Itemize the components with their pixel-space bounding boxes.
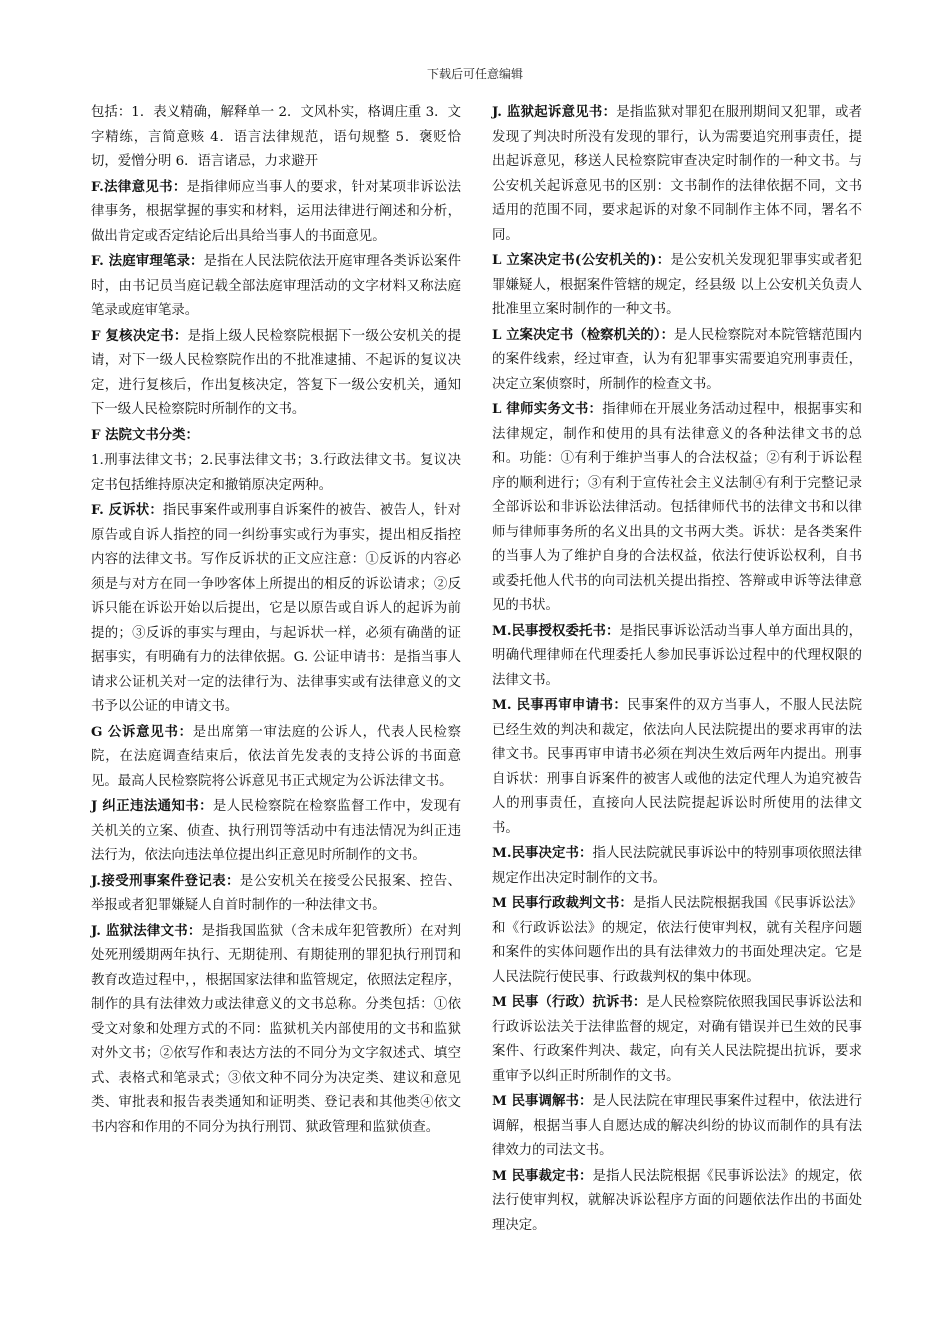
right-entry-5 — [492, 693, 862, 841]
entry-term: F 法院文书分类： — [91, 426, 199, 443]
entry-term: F 复核决定书： — [91, 327, 188, 344]
entry-text: 是指监狱对罪犯在服刑期间又犯罪，或者发现了判决时所没有发现的罪行，认为需要追究刑事责任，提出起诉意见，移送人民检察院审查决定时制作的一种文书。与公安机关起诉意见书的区别：文书制作的法律依据不同，文书适用的范围不同，要求起诉的对象不同制作主体不同，署名不同。 — [492, 105, 862, 243]
right-entry-6 — [492, 841, 862, 891]
entry-term: M 民事（行政）抗诉书： — [492, 994, 647, 1010]
entry-term: J.接受刑事案件登记表： — [91, 872, 240, 889]
entry-text: 指人民法院就民事诉讼中的特别事项依照法律规定作出决定时制作的文书。 — [492, 846, 863, 886]
entry-term: M.民事授权委托书： — [492, 622, 620, 639]
entry-text: 是指人民法院根据我国《民事诉讼法》和《行政诉讼法》的规定，依法行使审判权，就有关程序问题和案件的实体问题作出的具有法律效力的书面处理决定。它是人民法院行使民事、行政裁判权的集中体现。 — [492, 896, 863, 985]
left-entry-1 — [91, 175, 461, 250]
right-entry-9 — [492, 1089, 862, 1164]
entry-text: 是出席第一审法庭的公诉人，代表人民检察院，在法庭调查结束后，依法首先发表的支持公诉的书面意见。最高人民检察院将公诉意见书正式规定为公诉法律文书。 — [91, 724, 461, 789]
left-entry-5 — [91, 448, 461, 498]
left-entry-4 — [91, 423, 461, 449]
right-entry-0 — [492, 100, 862, 248]
entry-term: M 民事行政裁判文书： — [492, 895, 633, 911]
entry-text: 指律师在开展业务活动过程中，根据事实和法律规定，制作和使用的具有法律意义的各种法律文书的总和。功能：①有利于维护当事人的合法权益；②有利于诉讼程序的顺利进行；③有利于宣传社会主义法制④有利于完整记录全部诉讼和非诉讼法律活动。包括律师代书的法律文书和以律师与律师事务所的名义出具的文书两大类。诉状：是各类案件的当事人为了维护自身的合法权益，依法行使诉讼权利，自书或委托他人代书的向司法机关提出指控、答辩或申诉等法律意见的书状。 — [492, 402, 862, 613]
right-column — [492, 100, 862, 1238]
entry-text: 民事案件的双方当事人，不服人民法院已经生效的判决和裁定，依法向人民法院提出的要求再审的法律文书。民事再审申请书必须在判决生效后两年内提出。刑事自诉状：刑事自诉案件的被害人或他的法定代理人为追究被告人的刑事责任，直接向人民法院提起诉讼时所使用的法律文书。 — [492, 698, 862, 836]
right-entry-1 — [492, 248, 862, 323]
left-entry-10 — [91, 919, 461, 1141]
entry-term: F.法律意见书： — [91, 178, 187, 195]
entry-term: J. 监狱起诉意见书： — [492, 104, 617, 120]
entry-term: M.民事决定书： — [492, 845, 593, 861]
entry-text: 是人民检察院对本院管辖范围内的案件线索，经过审查，认为有犯罪事实需要追究刑事责任，决定立案侦察时，所制作的检查文书。 — [492, 327, 862, 392]
entry-term: J. 监狱法律文书： — [91, 922, 202, 939]
entry-term: L 立案决定书（检察机关的）： — [492, 326, 675, 343]
entry-term: M 民事调解书： — [492, 1093, 593, 1109]
right-entry-4 — [492, 619, 862, 694]
left-entry-9 — [91, 869, 461, 919]
left-column — [91, 100, 461, 1140]
entry-term: F. 反诉状： — [91, 502, 163, 518]
right-entry-3 — [492, 397, 862, 619]
entry-text: 包括：1．表义精确，解释单一 2．文风朴实，格调庄重 3．文字精练，言简意赅 4．语言法律规范，语句规整 5．褒贬恰切，爱憎分明 6．语言诸忌，力求避开 — [91, 105, 461, 169]
entry-text: 是指律师应当事人的要求，针对某项非诉讼法律事务，根据掌握的事实和材料，运用法律进行阐述和分析，做出肯定或否定结论后出具给当事人的书面意见。 — [91, 179, 461, 244]
entry-text: 是公安机关发现犯罪事实或者犯罪嫌疑人，根据案件管辖的规定，经县级 以上公安机关负责人批准里立案时制作的一种文书。 — [492, 253, 863, 317]
entry-term: M 民事裁定书： — [492, 1167, 593, 1184]
left-entry-2 — [91, 249, 461, 324]
entry-term: L 立案决定书(公安机关的)： — [492, 252, 671, 268]
entry-text: 是公安机关在接受公民报案、控告、举报或者犯罪嫌疑人自首时制作的一种法律文书。 — [91, 873, 461, 913]
entry-text: 指民事案件或刑事自诉案件的被告、被告人，针对原告或自诉人指控的同一纠纷事实或行为事实，提出相反指控内容的法律文书。写作反诉状的正文应注意：①反诉的内容必须是与对方在同一争吵客体上所提出的相反的诉讼请求；②反诉只能在诉讼开始以后提出，它是以原告或自诉人的起诉为前提的；③反诉的事实与理由，与起诉状一样，必须有确凿的证据事实，有明确有力的法律依据。G. 公证申请书：是指当事人请求公证机关对一定的法律行为、法律事实或有法律意义的文书予以公证的申请文书。 — [91, 503, 462, 714]
entry-term: F. 法庭审理笔录： — [91, 253, 204, 269]
entry-text: 是指人民法院根据《民事诉讼法》的规定，依法行使审判权，就解决诉讼程序方面的问题依法作出的书面处理决定。 — [492, 1168, 863, 1233]
left-entry-7 — [91, 720, 461, 795]
right-entry-7 — [492, 891, 862, 990]
entry-term: J 纠正违法通知书： — [91, 798, 213, 814]
entry-text: 是指上级人民检察院根据下一级公安机关的提请，对下一级人民检察院作出的不批准逮捕、不起诉的复议决定，进行复核后，作出复核决定，答复下一级公安机关，通知下一级人民检察院时所制作的文书。 — [91, 328, 461, 417]
right-entry-10 — [492, 1164, 862, 1239]
entry-text: 是人民检察院在检察监督工作中，发现有关机关的立案、侦查、执行刑罚等活动中有违法情况为纠正违法行为，依法向违法单位提出纠正意见时所制作的文书。 — [91, 799, 462, 863]
right-entry-2 — [492, 323, 862, 398]
entry-text: 是指民事诉讼活动当事人单方面出具的，明确代理律师在代理委托人参加民事诉讼过程中的代理权限的法律文书。 — [492, 623, 863, 688]
entry-term: M. 民事再审申请书： — [492, 697, 628, 713]
entry-term: G 公诉意见书： — [91, 723, 193, 740]
entry-term: L 律师实务文书： — [492, 401, 603, 417]
entry-text: 是指在人民法院依法开庭审理各类诉讼案件时，由书记员当庭记载全部法庭审理活动的文字材料又称法庭笔录或庭审笔录。 — [91, 254, 462, 318]
entry-text: 是人民法院在审理民事案件过程中，依法进行调解，根据当事人自愿达成的解决纠纷的协议而制作的具有法律效力的司法文书。 — [492, 1094, 863, 1158]
left-entry-3 — [91, 324, 461, 423]
left-entry-8 — [91, 794, 461, 869]
entry-text: 是指我国监狱（含未成年犯管教所）在对判处死刑缓期两年执行、无期徒刑、有期徒刑的罪犯执行刑罚和教育改造过程中，，根据国家法律和监管规定，依照法定程序，制作的具有法律效力或法律意义的文书总称。分类包括：①依受文对象和处理方式的不同：监狱机关内部使用的文书和监狱对外文书；②依写作和表达方法的不同分为文字叙述式、填空式、表格式和笔录式；③依文种不同分为决定类、建议和意见类、审批表和报告表类通知和证明类、登记表和其他类④依文书内容和作用的不同分为执行刑罚、狱政管理和监狱侦查。 — [91, 923, 461, 1135]
entry-text: 1.刑事法律文书；2.民事法律文书；3.行政法律文书。复议决定书包括维持原决定和撤销原决定两种。 — [91, 453, 461, 493]
left-entry-0 — [91, 100, 461, 175]
right-entry-8 — [492, 990, 862, 1089]
entry-text: 是人民检察院依照我国民事诉讼法和行政诉讼法关于法律监督的规定，对确有错误并已生效的民事案件、行政案件判决、裁定，向有关人民法院提出抗诉，要求重审予以纠正时所制作的文书。 — [492, 995, 863, 1084]
page-header: 下载后可任意编辑 — [426, 67, 523, 81]
left-entry-6 — [91, 498, 461, 720]
